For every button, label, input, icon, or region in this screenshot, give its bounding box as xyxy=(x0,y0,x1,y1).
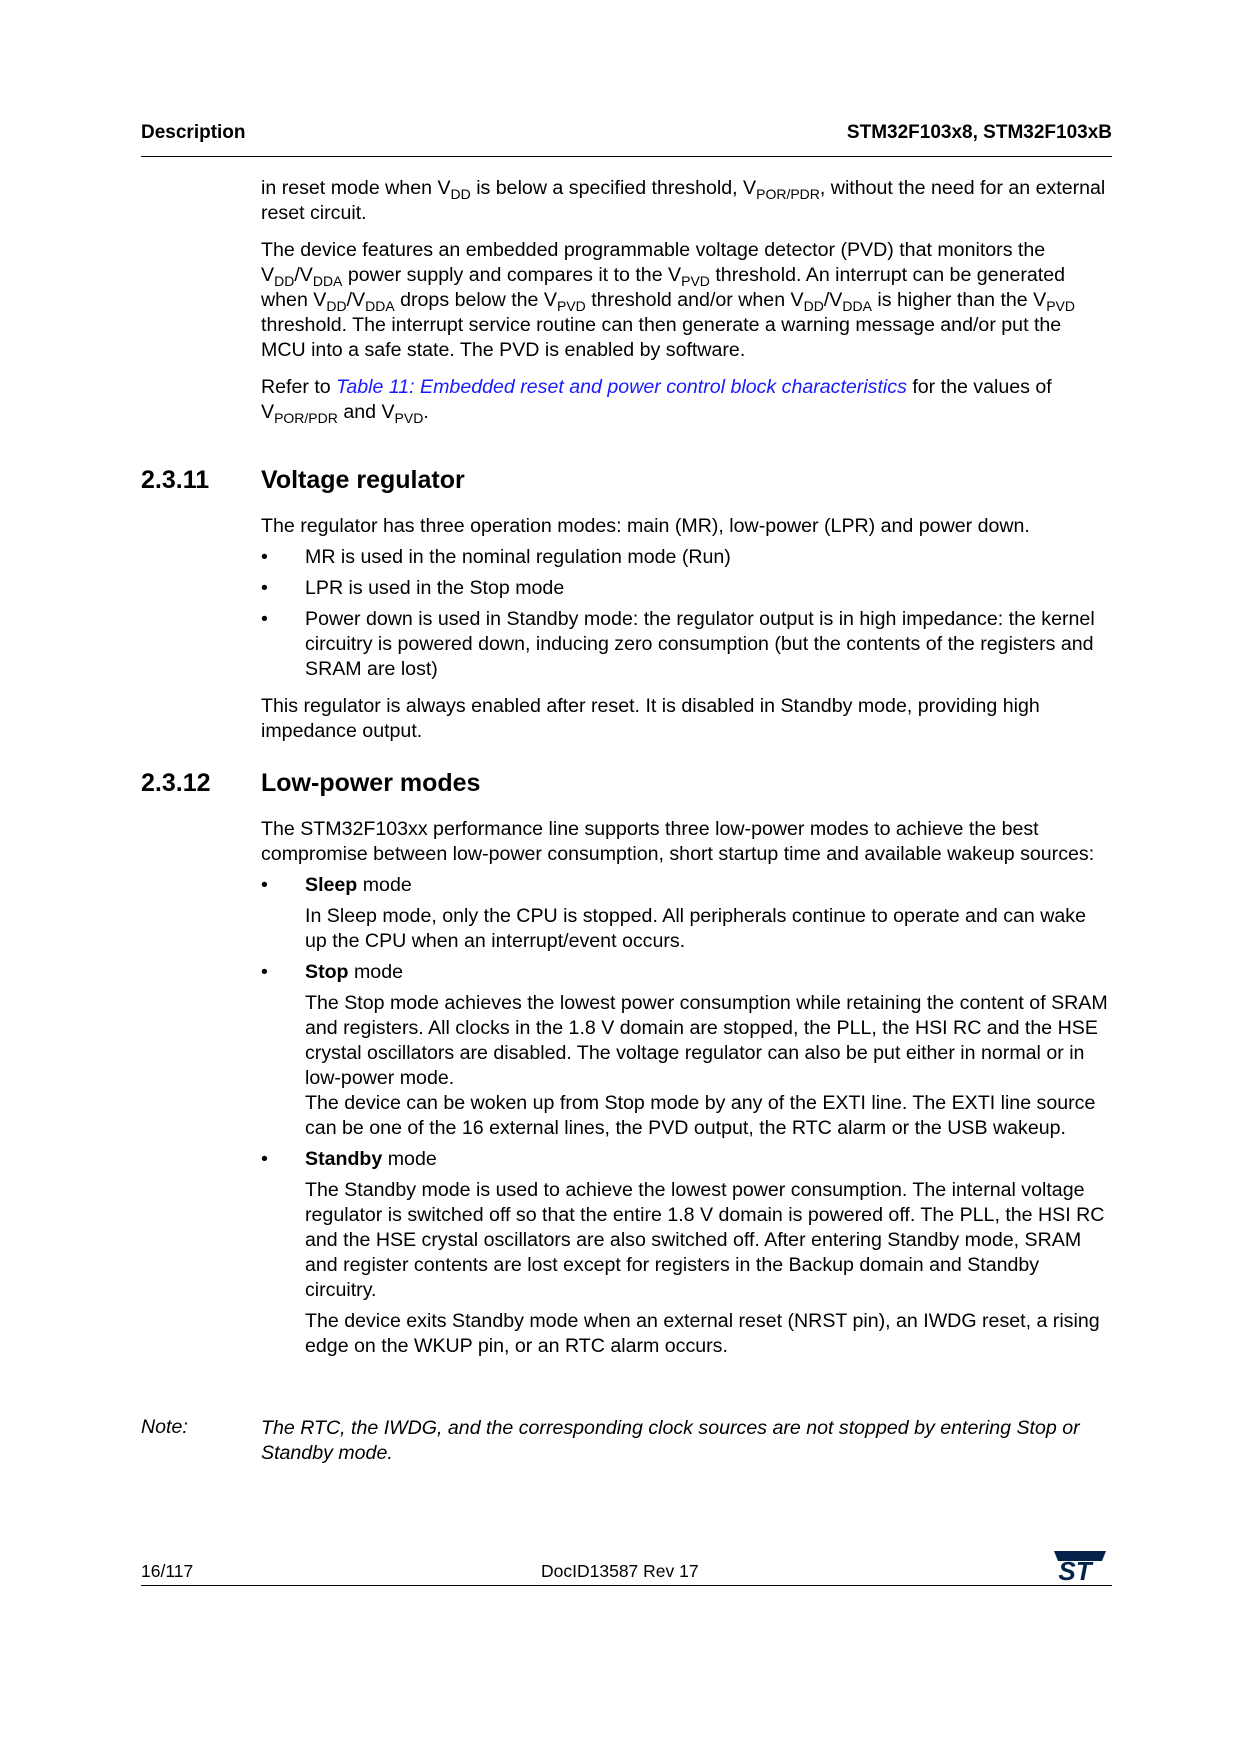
table-11-link[interactable]: Table 11: Embedded reset and power control block characteristics xyxy=(336,376,907,398)
list-item-stop: • Stop mode The Stop mode achieves the lowest power consumption while retaining the content of SRAM and registers. All clocks in the 1.8 V domain are stopped, the PLL, the HSI RC and the HSE crystal oscillators are disabled. The voltage regulator can also be put either in normal or in low-power mode. The device can be woken up from Stop mode by any of the EXTI line. The EXTI line source can be one of the 16 external lines, the PVD output, the RTC alarm or the USB wakeup. xyxy=(261,960,1111,1141)
section-2312-intro: The STM32F103xx performance line supports three low-power modes to achieve the best compromise between low-power consumption, short startup time and available wakeup sources: xyxy=(261,818,1095,865)
list-item: • Power down is used in Standby mode: the regulator output is in high impedance: the kernel circuitry is powered down, inducing zero consumption (but the contents of the registers and SRAM are lost) xyxy=(261,608,1095,680)
stop-description-2: The device can be woken up from Stop mode by any of the EXTI line. The EXTI line source can be one of the 16 external lines, the PVD output, the RTC alarm or the USB wakeup. xyxy=(305,1092,1096,1139)
intro-block xyxy=(261,176,1111,437)
section-2312-number: 2.3.12 xyxy=(141,769,211,797)
section-2311-title: Voltage regulator xyxy=(261,466,465,494)
note-label: Note: xyxy=(141,1416,188,1438)
sleep-description: In Sleep mode, only the CPU is stopped. All peripherals continue to operate and can wake up the CPU when an interrupt/event occurs. xyxy=(305,905,1086,952)
section-2311-body xyxy=(261,514,1111,756)
st-logo-text: ST xyxy=(1058,1556,1092,1583)
regulator-mode-list xyxy=(261,545,1111,682)
list-item: • LPR is used in the Stop mode xyxy=(261,577,565,599)
standby-description-2: The device exits Standby mode when an external reset (NRST pin), an IWDG reset, a rising edge on the WKUP pin, or an RTC alarm occurs. xyxy=(305,1310,1100,1357)
doc-id: DocID13587 Rev 17 xyxy=(541,1561,699,1581)
header-section: Description xyxy=(141,122,246,143)
section-2312-title: Low-power modes xyxy=(261,769,481,797)
intro-paragraph-3: Refer to Table 11: Embedded reset and power control block characteristics for the values of $V_{POR/PDR}$ and $V_{PVD}$. xyxy=(261,376,1052,426)
section-2312-body xyxy=(261,817,1111,1371)
list-item: • MR is used in the nominal regulation mode (Run) xyxy=(261,546,731,568)
intro-paragraph-2: The device features an embedded programmable voltage detector (PVD) that monitors the $V_{DD}/V_{DDA}$ power supply and compares it to the $V_{PVD}$ threshold. An interrupt can be generated when $V_{DD}/V_{DDA}$ drops below the $V_{PVD}$ threshold and/or when $V_{DD}/V_{DDA}$ is higher than the $V_{PVD}$ threshold. The interrupt service routine can then generate a warning message and/or put the MCU into a safe state. The PVD is enabled by software. xyxy=(261,239,1076,361)
page-footer xyxy=(141,1555,1112,1586)
section-2311-intro: The regulator has three operation modes: main (MR), low-power (LPR) and power down. xyxy=(261,515,1030,537)
list-item-standby: • Standby mode The Standby mode is used to achieve the lowest power consumption. The internal voltage regulator is switched off so that the entire 1.8 V domain is powered off. The PLL, the HSI RC and the HSE crystal oscillators are also switched off. After entering Standby mode, SRAM and register contents are lost except for registers in the Backup domain and Standby circuitry. The device exits Standby mode when an external reset (NRST pin), an IWDG reset, a rising edge on the WKUP pin, or an RTC alarm occurs. xyxy=(261,1147,1111,1359)
page-header xyxy=(141,118,1112,157)
note-text: The RTC, the IWDG, and the corresponding clock sources are not stopped by entering Stop or Standby mode. xyxy=(261,1417,1080,1464)
standby-description-1: The Standby mode is used to achieve the lowest power consumption. The internal voltage regulator is switched off so that the entire 1.8 V domain is powered off. The PLL, the HSI RC and the HSE crystal oscillators are also switched off. After entering Standby mode, SRAM and register contents are lost except for registers in the Backup domain and Standby circuitry. xyxy=(305,1179,1105,1301)
low-power-mode-list xyxy=(261,873,1111,1359)
intro-paragraph-1: in reset mode when $V_{DD}$ is below a specified threshold, $V_{POR/PDR}$, without the need for an external reset circuit. xyxy=(261,177,1106,224)
section-2311-number: 2.3.11 xyxy=(141,466,210,494)
header-part-numbers: STM32F103x8, STM32F103xB xyxy=(846,122,1112,143)
list-item-sleep: • Sleep mode In Sleep mode, only the CPU is stopped. All peripherals continue to operate and can wake up the CPU when an interrupt/event occurs. xyxy=(261,873,1111,954)
page-number: 16/117 xyxy=(141,1561,194,1581)
section-2311-outro: This regulator is always enabled after reset. It is disabled in Standby mode, providing high impedance output. xyxy=(261,695,1040,742)
st-logo-icon xyxy=(1044,1549,1106,1583)
stop-description-1: The Stop mode achieves the lowest power consumption while retaining the content of SRAM and registers. All clocks in the 1.8 V domain are stopped, the PLL, the HSI RC and the HSE crystal oscillators are disabled. The voltage regulator can also be put either in normal or in low-power mode. xyxy=(305,992,1108,1089)
